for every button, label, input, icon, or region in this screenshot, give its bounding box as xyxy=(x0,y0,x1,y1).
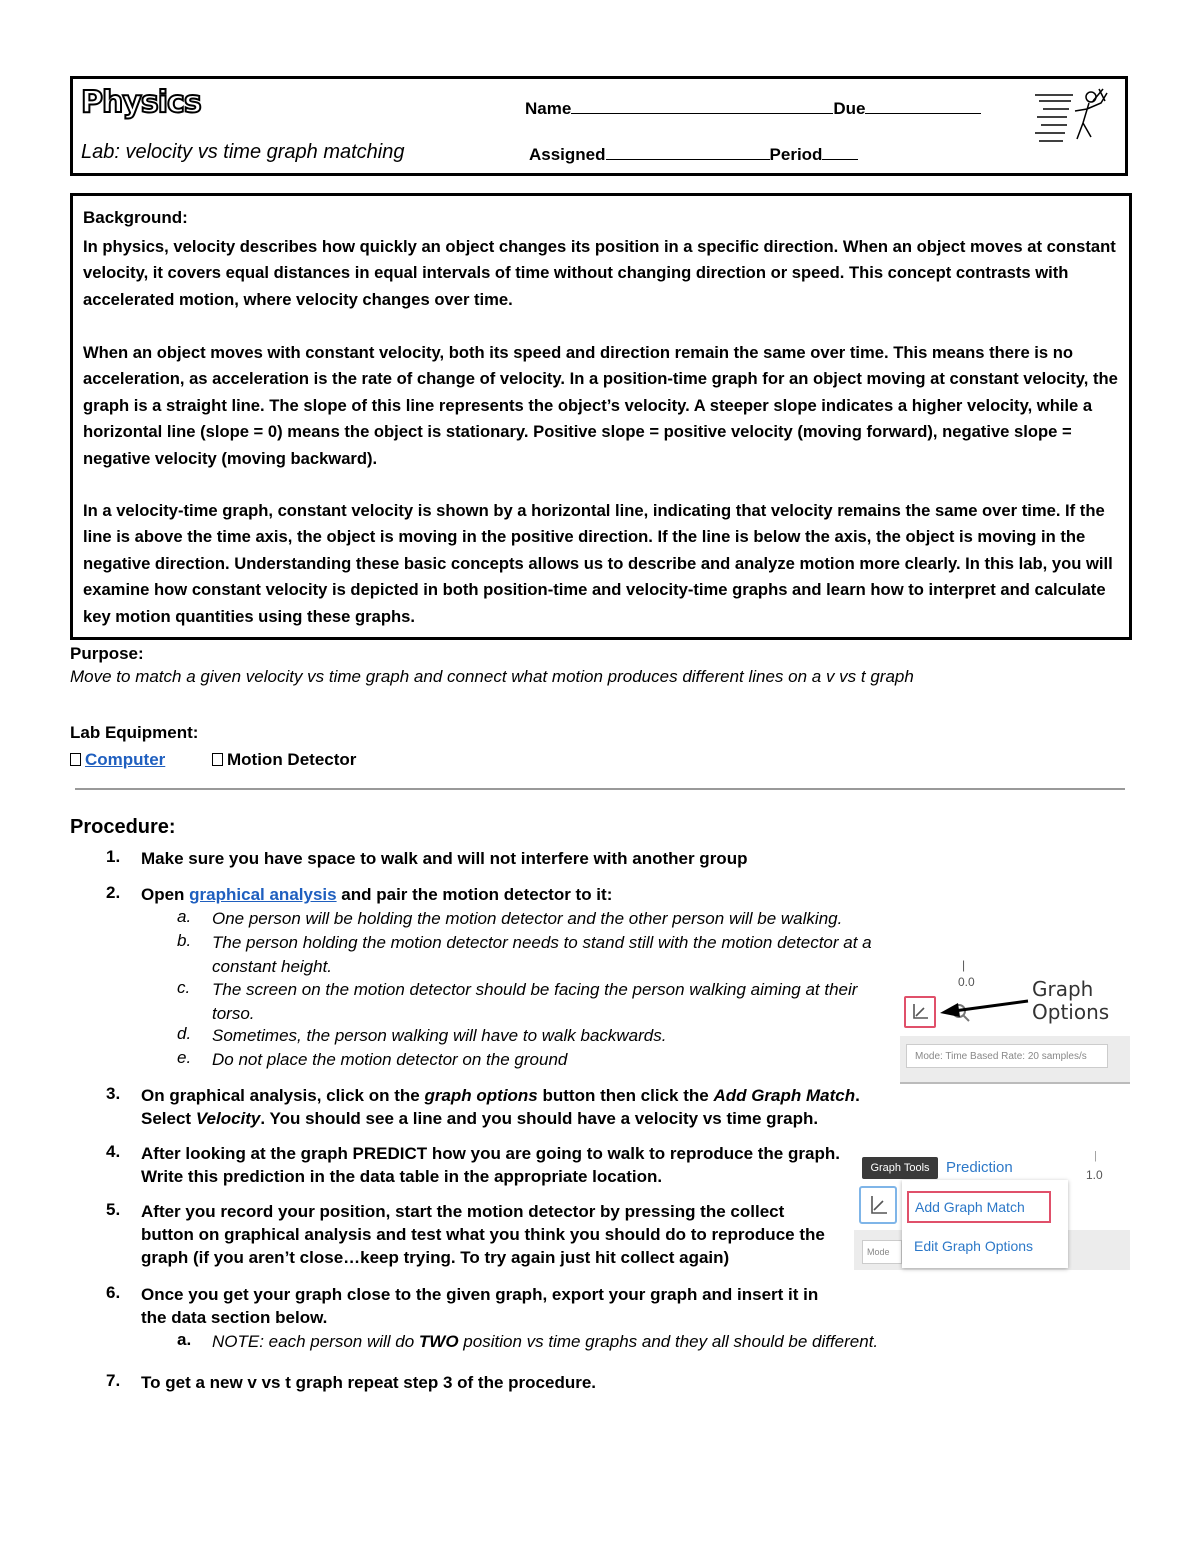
section-divider xyxy=(75,788,1125,790)
step-number: 3. xyxy=(106,1084,121,1103)
due-label: Due xyxy=(833,99,866,118)
graphical-analysis-link[interactable]: graphical analysis xyxy=(189,885,337,904)
procedure-heading: Procedure: xyxy=(70,816,176,838)
menu-item-edit-graph-options[interactable]: Edit Graph Options xyxy=(914,1238,1034,1254)
menu-item-add-graph-match[interactable]: Add Graph Match xyxy=(907,1191,1051,1223)
motion-detector-label: Motion Detector xyxy=(227,750,357,769)
background-label: Background: xyxy=(83,208,188,227)
computer-link[interactable]: Computer xyxy=(85,750,166,769)
background-paragraph-3: In a velocity-time graph, constant velocity is shown by a horizontal line, indicating that velocity remains the same over time. If the line is above the time axis, the object is moving in the positive direction. If the line is below the axis, the object is moving in the negative direction. Understanding these basic concepts allows us to describe and analyze motion more clearly. In this lab, you will examine how constant velocity is depicted in both position-time and velocity-time graphs and learn how to interpret and calculate key motion quantities using these graphs. xyxy=(83,501,1113,626)
running-figure-icon xyxy=(1033,87,1113,153)
step-number: 1. xyxy=(106,847,121,866)
mode-readout: Mode xyxy=(862,1240,902,1264)
axis-value: 0.0 xyxy=(958,975,975,989)
step-number: 6. xyxy=(106,1283,121,1302)
assigned-label: Assigned xyxy=(529,145,606,164)
step-2-sub-b: The person holding the motion detector needs to stand still with the motion detector at a constant height. xyxy=(212,933,872,976)
step-2-sub-e: Do not place the motion detector on the ground xyxy=(212,1050,568,1069)
axis-tick: | xyxy=(962,958,966,972)
checkbox-icon[interactable] xyxy=(70,753,81,766)
header-box xyxy=(70,76,1128,176)
assigned-field[interactable] xyxy=(529,145,858,165)
graph-icon xyxy=(861,1188,895,1222)
arrow-icon xyxy=(940,995,1030,1019)
background-box xyxy=(70,193,1132,640)
mode-readout: Mode: Time Based Rate: 20 samples/s xyxy=(906,1044,1108,1068)
background-paragraph-2: When an object moves with constant velocity, both its speed and direction remain the same over time. This means there is no acceleration, as acceleration is the rate of change of velocity. In a position-time graph for an object moving at constant velocity, the graph is a straight line. The slope of this line represents the object’s velocity. A steeper slope indicates a higher velocity, while a horizontal line (slope = 0) means the object is stationary. Positive slope = positive velocity (moving forward), negative slope = negative velocity (moving backward). xyxy=(83,343,1118,468)
procedure-step-3: On graphical analysis, click on the graph options button then click the Add Graph Match. Select Velocity. You should see a line and you should have a velocity vs time graph. xyxy=(141,1086,860,1128)
procedure-step-5: After you record your position, start the motion detector by pressing the collect button on graphical analysis and test what you think you should do to reproduce the graph (if you aren’t close…keep trying. To try again just hit collect again) xyxy=(141,1202,825,1267)
purpose-label: Purpose: xyxy=(70,644,144,663)
equipment-item-computer[interactable] xyxy=(70,750,165,770)
background-paragraph-1: In physics, velocity describes how quickly an object changes its position in a specific direction. When an object moves at constant velocity, it covers equal distances in equal intervals of time without changing direction or speed. This concept contrasts with accelerated motion, where velocity changes over time. xyxy=(83,237,1116,309)
graph-options-button[interactable] xyxy=(904,996,936,1028)
procedure-step-7: To get a new v vs t graph repeat step 3 of the procedure. xyxy=(141,1373,597,1392)
step-2-sub-c: The screen on the motion detector should be facing the person walking aiming at their torso. xyxy=(212,980,858,1023)
name-label: Name xyxy=(525,99,572,118)
graph-tools-button[interactable] xyxy=(859,1186,897,1224)
step-6-sub-a: NOTE: each person will do TWO position vs time graphs and they all should be different. xyxy=(212,1332,879,1351)
step-2-sub-a: One person will be holding the motion detector and the other person will be walking. xyxy=(212,909,843,928)
menu-item-prediction[interactable]: Prediction xyxy=(946,1159,1013,1176)
period-label: Period xyxy=(769,145,823,164)
step-2-sub-d: Sometimes, the person walking will have to walk backwards. xyxy=(212,1026,667,1045)
purpose-text: Move to match a given velocity vs time graph and connect what motion produces different lines on a v vs t graph xyxy=(70,667,914,686)
equipment-label: Lab Equipment: xyxy=(70,723,199,742)
physics-logo: Physics xyxy=(81,85,201,120)
step-number: 4. xyxy=(106,1142,121,1161)
graph-options-callout: Graph Options xyxy=(1032,977,1110,1024)
procedure-step-1: Make sure you have space to walk and will not interfere with another group xyxy=(141,849,748,868)
step-number: 2. xyxy=(106,883,121,902)
lab-title: Lab: velocity vs time graph matching xyxy=(81,141,405,163)
name-field[interactable] xyxy=(525,99,981,119)
procedure-step-6: Once you get your graph close to the given graph, export your graph and insert it in the data section below. xyxy=(141,1285,819,1327)
axis-tick: | xyxy=(1094,1150,1097,1162)
equipment-item-motion-detector[interactable] xyxy=(212,750,356,770)
procedure-step-4: After looking at the graph PREDICT how you are going to walk to reproduce the graph. Write this prediction in the data table in the appropriate location. xyxy=(141,1144,840,1186)
axis-value: 1.0 xyxy=(1086,1168,1103,1182)
checkbox-icon[interactable] xyxy=(212,753,223,766)
graph-tools-tooltip: Graph Tools xyxy=(862,1157,938,1179)
step-number: 7. xyxy=(106,1371,121,1390)
step-number: 5. xyxy=(106,1200,121,1219)
graph-icon xyxy=(906,998,934,1026)
procedure-step-2: Open graphical analysis and pair the motion detector to it: xyxy=(141,885,613,904)
